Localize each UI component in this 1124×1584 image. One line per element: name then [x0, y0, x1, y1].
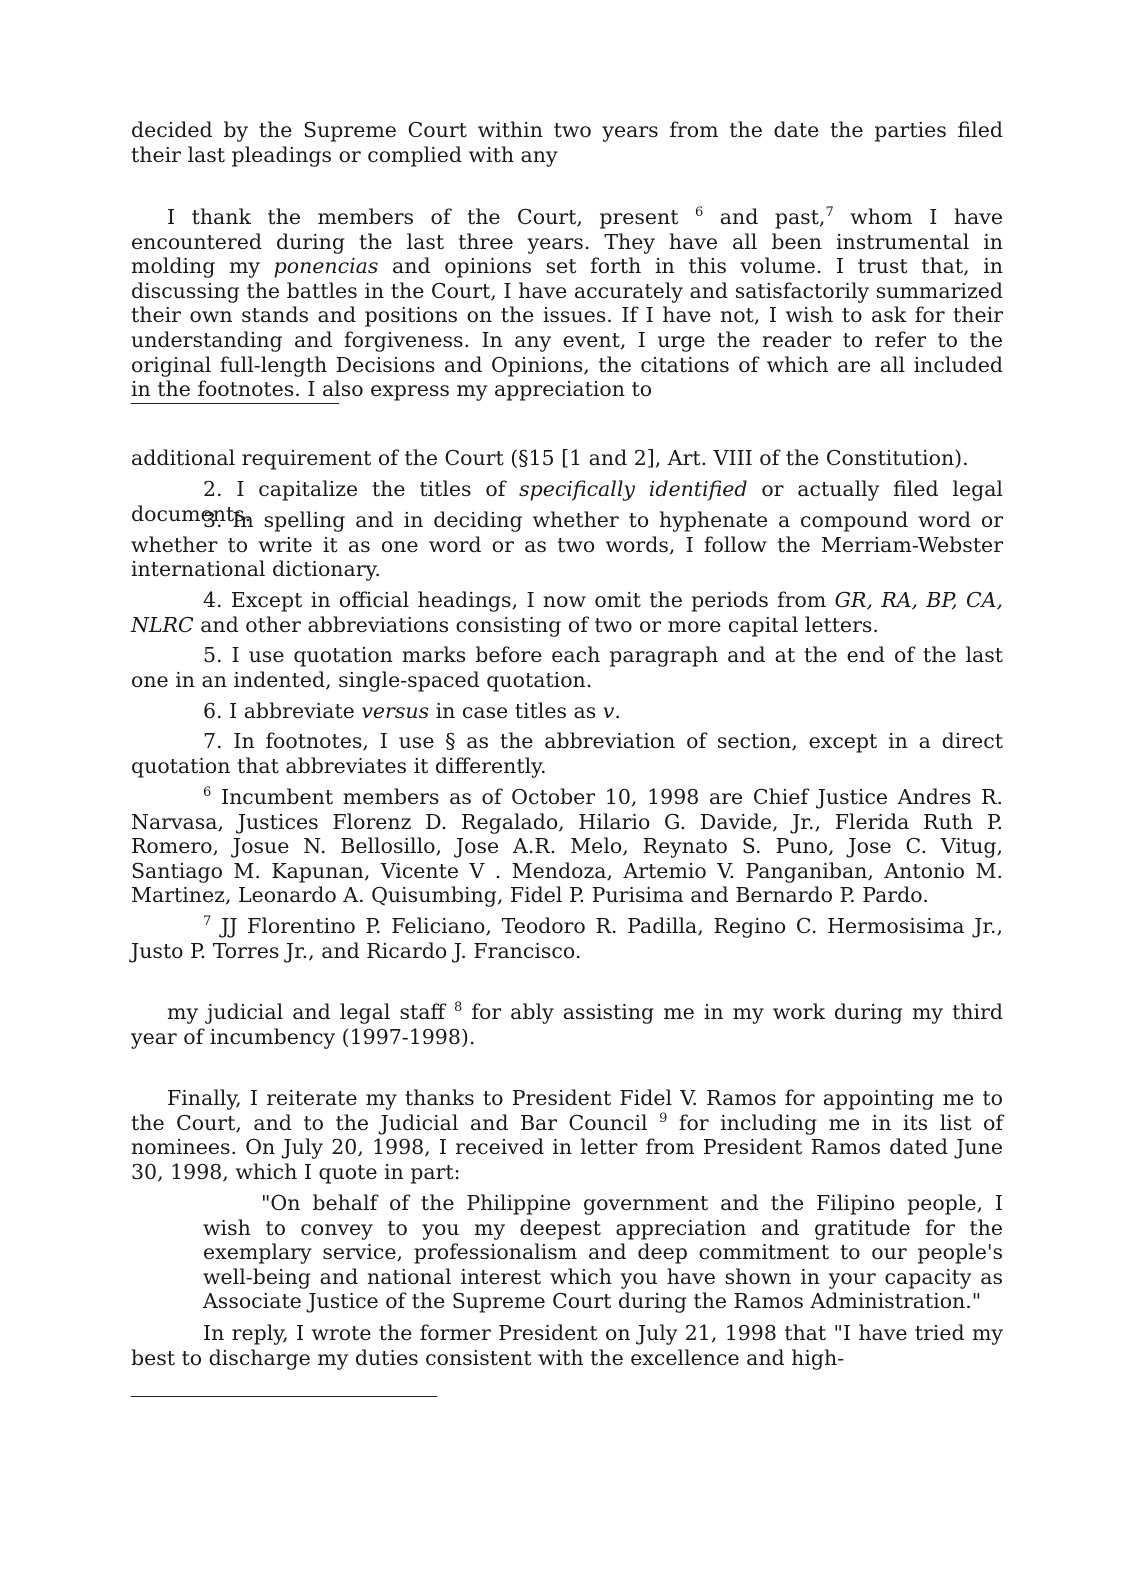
quoted-letter: "On behalf of the Philippine government and the Filipino people, I wish to convey to you my deepest appreciation and gratitude for the exemplary service, professionalism and deep commitment to our people's well-being and national interest which you have shown in your capacity as Associate Justice of the Supreme Court during the Ramos Administration." — [203, 1191, 1003, 1314]
thanks-text-b: and past, — [703, 205, 826, 229]
fn6-text-b: in case titles as — [429, 699, 603, 723]
footnote-separator-bottom — [131, 1396, 437, 1397]
footnote-7-text: JJ Florentino P. Feliciano, Teodoro R. Padilla, Regino C. Hermosisima Jr., Justo P. Torres Jr., and Ricardo J. Francisco. — [131, 914, 1003, 963]
paragraph-thanks — [131, 205, 1003, 402]
paragraph-reply: In reply, I wrote the former President on July 21, 1998 that "I have tried my best to discharge my duties consistent with the excellence and high- — [131, 1321, 1003, 1370]
footnote-ref-6: 6 — [694, 205, 704, 220]
fn2-italic: specifically identified — [519, 477, 748, 501]
fn2-text-b: or actually filed legal documents. — [131, 477, 1003, 526]
thanks-text-c: whom I have encountered during the last three years. They have all been instrumental in molding my — [131, 205, 1003, 279]
paragraph-top: decided by the Supreme Court within two years from the date the parties filed their last pleadings or complied with any — [131, 118, 1003, 167]
footnote-7 — [131, 914, 1003, 963]
fn6-italic-v: v — [602, 699, 615, 723]
footnote-item-3: 3. In spelling and in deciding whether to hyphenate a compound word or whether to write it as one word or as two words, I follow the Merriam-Webster international dictionary. — [131, 508, 1003, 582]
footnote-7-mark: 7 — [203, 914, 212, 929]
paragraph-finally — [131, 1086, 1003, 1184]
finally-text-b: for including me in its list of nominees. On July 20, 1998, I received in letter from President Ramos dated June 30, 1998, which I quote in part: — [131, 1110, 1003, 1184]
footnote-6-mark: 6 — [203, 785, 212, 800]
footnote-item-7: 7. In footnotes, I use § as the abbreviation of section, except in a direct quotation that abbreviates it differently. — [131, 729, 1003, 778]
footnote-item-4 — [131, 588, 1003, 637]
thanks-italic: ponencias — [273, 254, 379, 279]
footnote-6 — [131, 785, 1003, 908]
fn4-text-a: 4. Except in official headings, I now omit the periods from — [203, 588, 835, 612]
footnote-ref-9: 9 — [659, 1110, 668, 1126]
staff-text-a: my judicial and legal staff — [167, 1000, 455, 1024]
fn4-italic: GR, RA, BP, CA, NLRC — [131, 588, 1003, 637]
thanks-text-a: I thank the members of the Court, present — [167, 205, 695, 229]
fn6-text-a: 6. I abbreviate — [203, 699, 362, 723]
footnote-separator — [131, 403, 339, 404]
fn6-text-c: . — [614, 699, 621, 723]
finally-text-a: Finally, I reiterate my thanks to President Fidel V. Ramos for appointing me to the Court, and to the Judicial and Bar Council — [131, 1086, 1003, 1135]
footnote-ref-8: 8 — [454, 1000, 463, 1015]
footnote-ref-7: 7 — [825, 205, 834, 220]
footnote-item-5: 5. I use quotation marks before each paragraph and at the end of the last one in an indented, single-spaced quotation. — [131, 643, 1003, 692]
staff-text-b: for ably assisting me in my work during my third year of incumbency (1997-1998). — [131, 1000, 1003, 1049]
fn6-italic: versus — [361, 699, 430, 723]
footnote-6-text: Incumbent members as of October 10, 1998 are Chief Justice Andres R. Narvasa, Justices Florenz D. Regalado, Hilario G. Davide, Jr., Flerida Ruth P. Romero, Josue N. Bellosillo, Jose A.R. Melo, Reynato S. Puno, Jose C. Vitug, Santiago M. Kapunan, Vicente V . Mendoza, Artemio V. Panganiban, Antonio M. Martinez, Leonardo A. Quisumbing, Fidel P. Purisima and Bernardo P. Pardo. — [131, 785, 1003, 908]
fn4-text-b: and other abbreviations consisting of two or more capital letters. — [193, 612, 879, 637]
thanks-text-d: and opinions set forth in this volume. I trust that, in discussing the battles in the Court, I have accurately and satisfactorily summarized their own stands and positions on the issues. If I have not, I wish to ask for their understanding and forgiveness. In any event, I urge the reader to refer to the original full-length Decisions and Opinions, the citations of which are all included in the footnotes. I also express my appreciation to — [131, 254, 1003, 402]
paragraph-staff — [131, 1000, 1003, 1049]
footnote-continuation: additional requirement of the Court (§15 [1 and 2], Art. VIII of the Constitution). — [131, 446, 969, 470]
footnote-item-6 — [131, 699, 1003, 724]
fn2-text-a: 2. I capitalize the titles of — [203, 477, 520, 501]
